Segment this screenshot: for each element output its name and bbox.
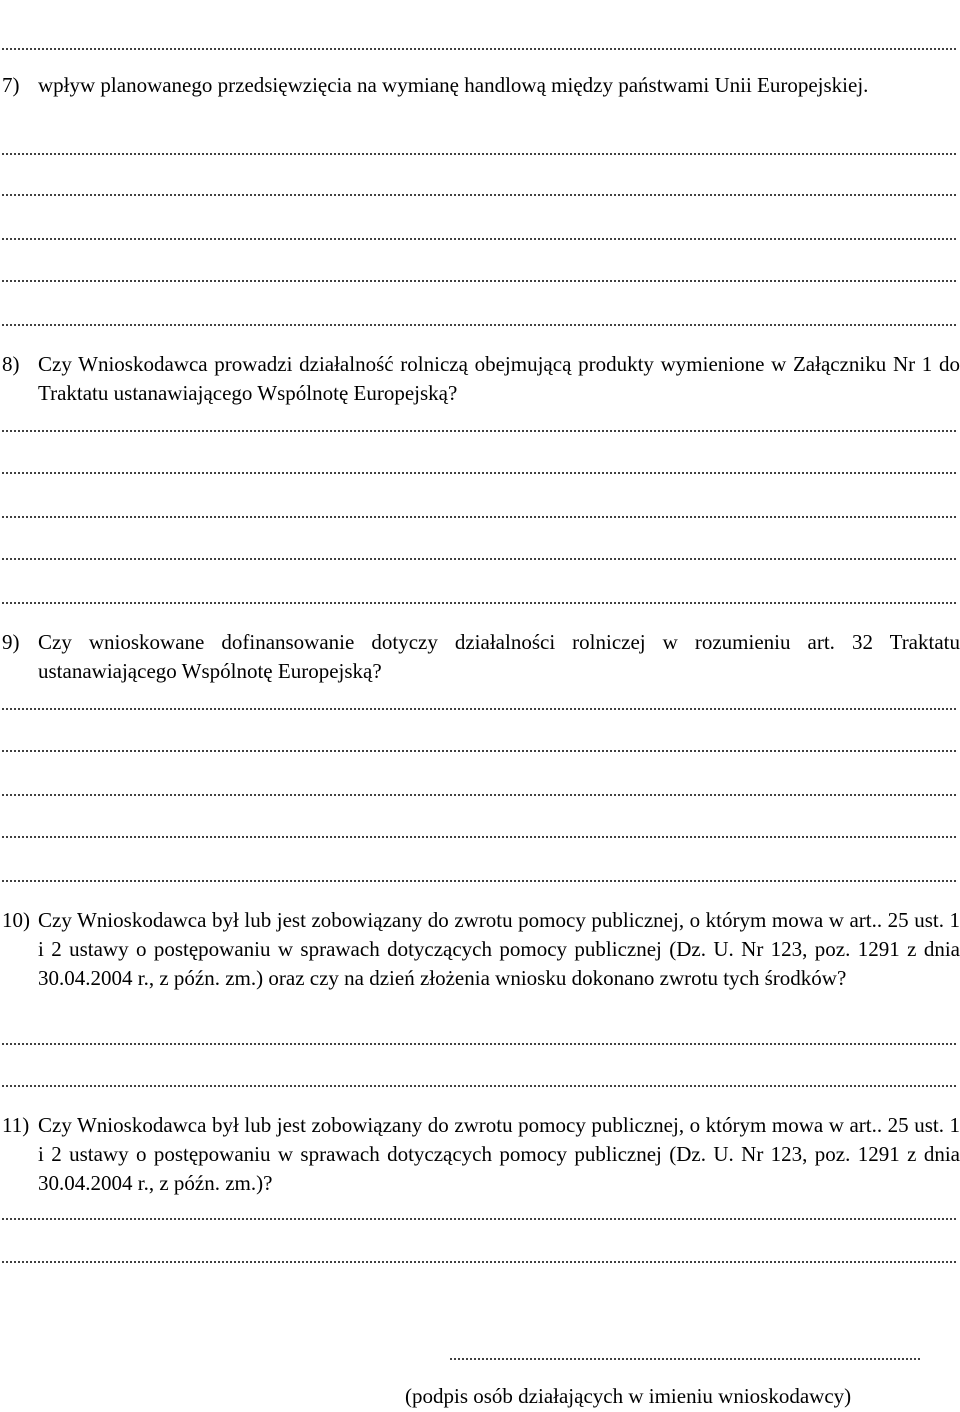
answer-line[interactable] [0, 312, 960, 328]
answer-line[interactable] [0, 504, 960, 520]
answer-line[interactable] [0, 36, 960, 52]
question-number: 11) [2, 1113, 30, 1137]
answer-line[interactable] [0, 696, 960, 712]
question-text: Czy Wnioskodawca prowadzi działalność rolniczą obejmującą produkty wymienione w Załączniku Nr 1 do Traktatu ustanawiającego Wspólnotę Europejską? [38, 352, 960, 405]
answer-line[interactable] [0, 738, 960, 754]
question-8 [0, 350, 960, 408]
answer-line[interactable] [0, 1206, 960, 1222]
answer-line[interactable] [0, 460, 960, 476]
question-9 [0, 628, 960, 686]
signature-caption: (podpis osób działających w imieniu wnioskodawcy) [405, 1384, 852, 1408]
question-11 [0, 1111, 960, 1198]
answer-line[interactable] [0, 824, 960, 840]
answer-line[interactable] [0, 546, 960, 562]
question-number: 9) [2, 630, 20, 654]
question-10 [0, 906, 960, 993]
answer-line[interactable] [0, 1073, 960, 1089]
answer-line[interactable] [0, 590, 960, 606]
question-7 [0, 71, 960, 100]
question-text: wpływ planowanego przedsięwzięcia na wymianę handlową między państwami Unii Europejskiej. [38, 73, 869, 97]
answer-line[interactable] [0, 141, 960, 157]
answer-line[interactable] [0, 418, 960, 434]
answer-line[interactable] [0, 226, 960, 242]
answer-line[interactable] [0, 1249, 960, 1265]
answer-line[interactable] [0, 268, 960, 284]
signature-line[interactable] [448, 1346, 922, 1362]
question-number: 8) [2, 352, 20, 376]
answer-line[interactable] [0, 1031, 960, 1047]
answer-line[interactable] [0, 182, 960, 198]
question-text: Czy wnioskowane dofinansowanie dotyczy działalności rolniczej w rozumieniu art. 32 Traktatu ustanawiającego Wspólnotę Europejską? [38, 630, 960, 683]
question-text: Czy Wnioskodawca był lub jest zobowiązany do zwrotu pomocy publicznej, o którym mowa w art.. 25 ust. 1 i 2 ustawy o postępowaniu w sprawach dotyczących pomocy publicznej (Dz. U. Nr 123, poz. 1291 z dnia 30.04.2004 r., z późn. zm.)? [38, 1113, 960, 1195]
question-number: 10) [2, 908, 30, 932]
answer-line[interactable] [0, 868, 960, 884]
question-text: Czy Wnioskodawca był lub jest zobowiązany do zwrotu pomocy publicznej, o którym mowa w art.. 25 ust. 1 i 2 ustawy o postępowaniu w sprawach dotyczących pomocy publicznej (Dz. U. Nr 123, poz. 1291 z dnia 30.04.2004 r., z późn. zm.) oraz czy na dzień złożenia wniosku dokonano zwrotu tych środków? [38, 908, 960, 990]
question-number: 7) [2, 73, 20, 97]
answer-line[interactable] [0, 782, 960, 798]
